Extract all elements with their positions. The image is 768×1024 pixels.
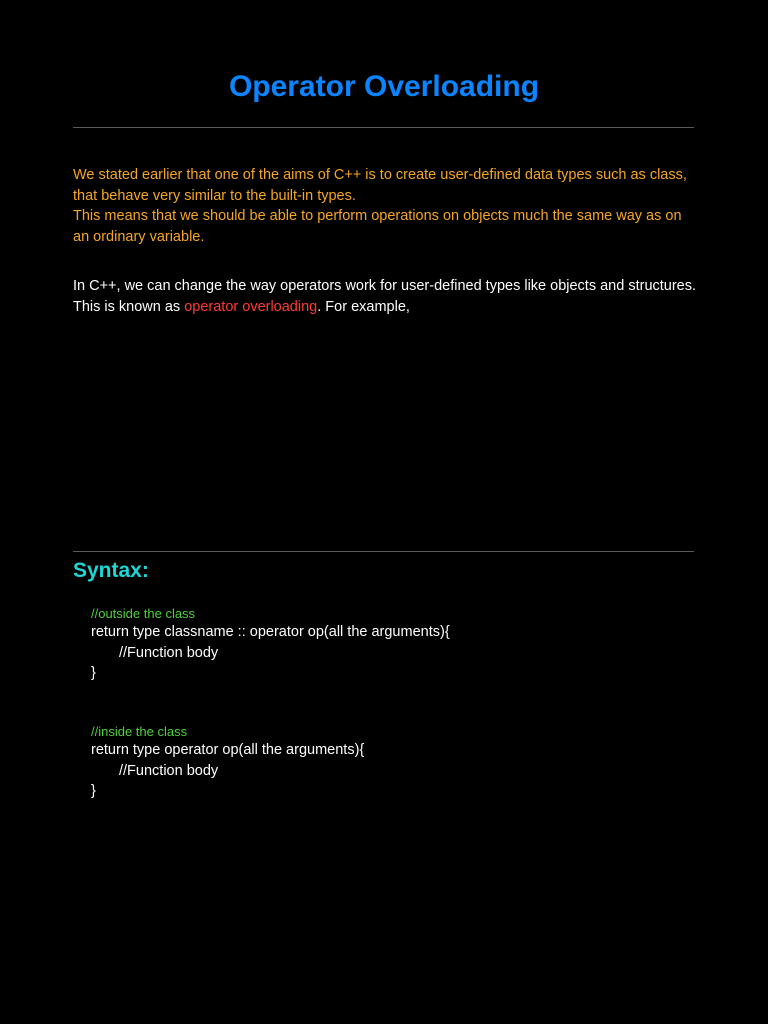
syntax-heading: Syntax: <box>73 559 149 582</box>
syntax-divider <box>73 551 694 552</box>
inside-class-body: //Function body <box>119 762 219 779</box>
intro-line-1: We stated earlier that one of the aims of C++ is to create user-defined data types such as class, that behave very similar to the built-in types. <box>73 167 687 204</box>
inside-class-comment: //inside the class <box>91 724 188 739</box>
explanation-text-before: In C++, we can change the way operators work for user-defined types like objects and structures. This is known as <box>73 278 697 315</box>
intro-paragraph <box>73 165 698 247</box>
inside-class-close-brace: } <box>91 783 96 799</box>
intro-line-2: This means that we should be able to perform operations on objects much the same way as on an ordinary variable. <box>73 208 682 245</box>
operator-overloading-highlight: operator overloading <box>184 298 318 315</box>
explanation-text-after: . For example, <box>317 298 410 315</box>
inside-class-signature: return type operator op(all the arguments){ <box>91 742 365 758</box>
page-title: Operator Overloading <box>228 70 540 103</box>
code-outside-class <box>91 605 691 684</box>
explanation-paragraph <box>73 276 698 317</box>
outside-class-body: //Function body <box>119 644 219 661</box>
code-inside-class <box>91 723 691 802</box>
outside-class-comment: //outside the class <box>91 606 196 621</box>
outside-class-close-brace: } <box>91 665 96 681</box>
title-divider <box>73 127 694 128</box>
outside-class-signature: return type classname :: operator op(all the arguments){ <box>91 624 450 640</box>
